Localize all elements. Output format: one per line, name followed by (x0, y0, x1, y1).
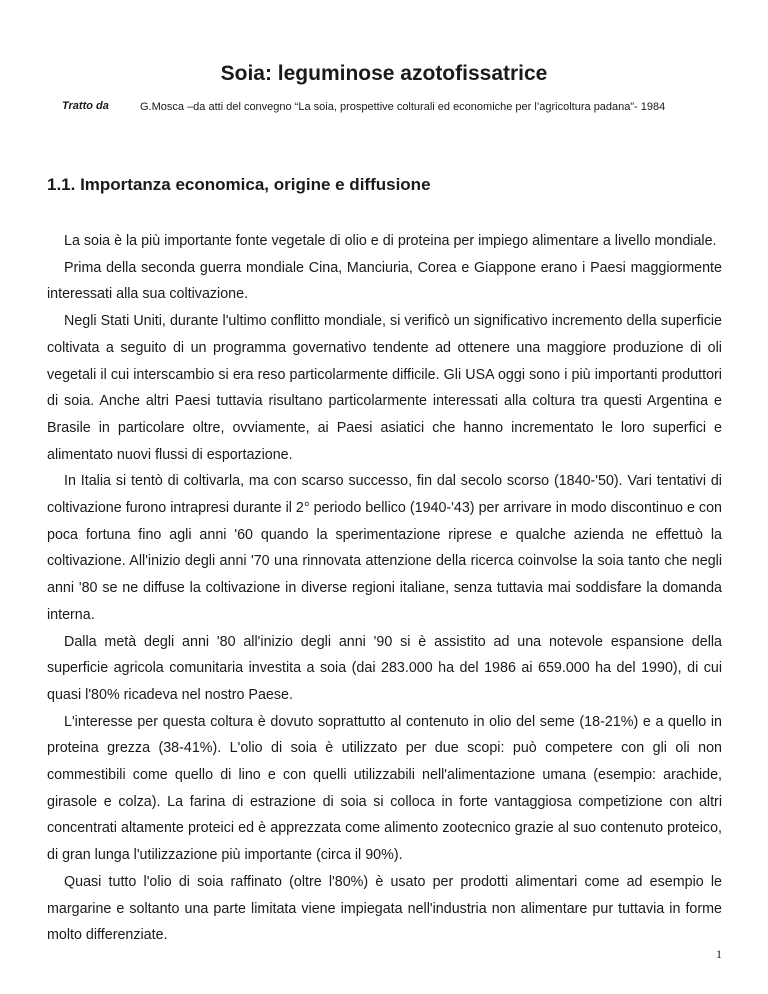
paragraph: Dalla metà degli anni '80 all'inizio degli anni '90 si è assistito ad una notevole espansione della superficie agricola comunitaria investita a soia (dai 283.000 ha del 1986 ai 659.000 ha del 1990), di cui quasi l'80% ricadeva nel nostro Paese. (47, 633, 722, 703)
paragraph: L'interesse per questa coltura è dovuto soprattutto al contenuto in olio del seme (18-21%) e a quello in proteina grezza (38-41%). L'olio di soia è utilizzato per due scopi: può competere con gli oli non commestibili come quello di lino e con quelli utilizzabili nell'alimentazione umana (esempio: arachide, girasole e colza). La farina di estrazione di soia si colloca in forte vantaggiosa competizione con altri concentrati altamente proteici ed è apprezzata come alimento zootecnico grazie al suo contenuto proteico, di gran lunga l'utilizzazione più importante (circa il 90%). (47, 713, 722, 864)
paragraph: Negli Stati Uniti, durante l'ultimo conflitto mondiale, si verificò un significativo incremento della superficie coltivata a seguito di un programma governativo tendente ad ottenere una maggiore produzione di oli vegetali il cui interscambio si era reso particolarmente difficile. Gli USA oggi sono i più importanti produttori di soia. Anche altri Paesi tuttavia risultano particolarmente interessati alla coltura tra questi Argentina e Brasile in particolare oltre, ovviamente, ai Paesi asiatici che hanno incrementato le loro superfici e alimentato nuovi flussi di esportazione. (47, 313, 722, 463)
source-citation: G.Mosca –da atti del convegno “La soia, prospettive colturali ed economiche per l’agricoltura padana”- 1984 (140, 101, 666, 113)
paragraph: Quasi tutto l'olio di soia raffinato (oltre l'80%) è usato per prodotti alimentari come ad esempio le margarine e soltanto una parte limitata viene impiegata nell'industria non alimentare pur tuttavia in forme molto differenziate. (47, 873, 722, 944)
document-title: Soia: leguminose azotofissatrice (220, 62, 548, 85)
body-text (47, 228, 722, 949)
paragraph: In Italia si tentò di coltivarla, ma con scarso successo, fin dal secolo scorso (1840-'50). Vari tentativi di coltivazione furono intrapresi durante il 2° periodo bellico (1940-'43) per arrivare in modo discontinuo e con poca fortuna fino agli anni '60 quando la sperimentazione riprese e qualche azienda ne effettuò la coltivazione. All'inizio degli anni '70 una rinnovata attenzione della ricerca coinvolse la soia tanto che negli anni '80 se ne diffuse la coltivazione in diverse regioni italiane, senza tuttavia mai soddisfare la domanda interna. (47, 473, 722, 623)
paragraph: La soia è la più importante fonte vegetale di olio e di proteina per impiego alimentare a livello mondiale. (64, 233, 717, 249)
source-label: Tratto da (62, 100, 109, 112)
page-number: 1 (716, 947, 722, 961)
section-heading: 1.1. Importanza economica, origine e diffusione (47, 175, 431, 194)
paragraph: Prima della seconda guerra mondiale Cina, Manciuria, Corea e Giappone erano i Paesi maggiormente interessati alla sua coltivazione. (47, 259, 722, 303)
